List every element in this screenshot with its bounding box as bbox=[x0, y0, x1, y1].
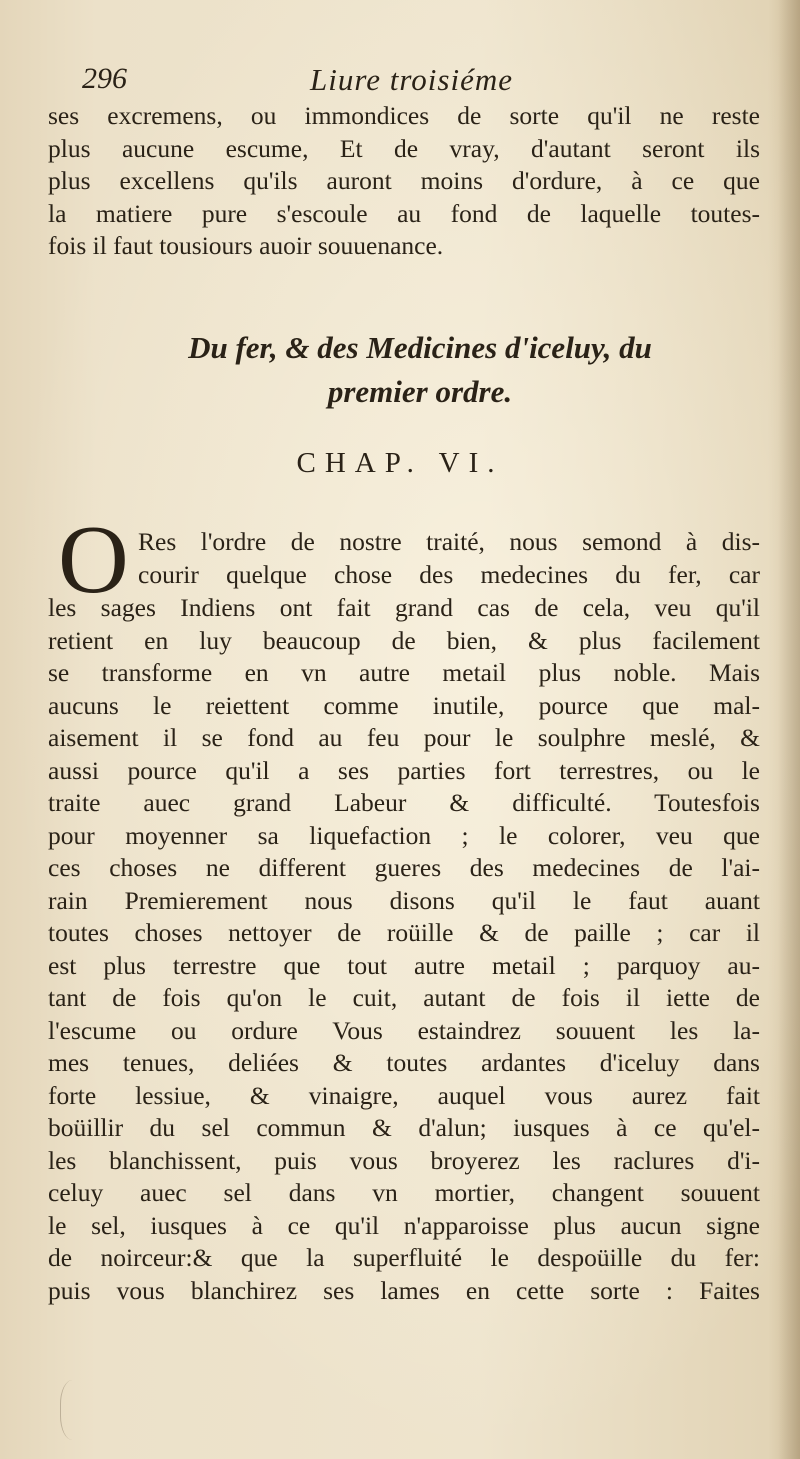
text-line: de noirceur:& que la superfluité le despoüille du fer: bbox=[48, 1243, 760, 1272]
chapter-title: CHAP. VI. bbox=[296, 447, 504, 479]
page-number: 296 bbox=[82, 62, 127, 95]
text-line: aisement il se fond au feu pour le soulphre meslé, & bbox=[48, 723, 760, 752]
page-gutter-shadow bbox=[778, 0, 800, 1459]
text-line: fois il faut tousiours auoir souuenance. bbox=[48, 231, 444, 260]
text-line: aussi pource qu'il a ses parties fort terrestres, ou le bbox=[48, 755, 760, 785]
drop-cap: O bbox=[58, 506, 129, 614]
text-line: les sages Indiens ont fait grand cas de cela, veu qu'il bbox=[48, 593, 760, 622]
ink-mark bbox=[60, 1380, 91, 1440]
text-line: la matiere pure s'escoule au fond de laquelle toutes- bbox=[48, 198, 760, 228]
text-line: plus excellens qu'ils auront moins d'ordure, à ce que bbox=[48, 166, 760, 195]
text-line: boüillir du sel commun & d'alun; iusques à ce qu'el- bbox=[48, 1113, 760, 1142]
text-line: pour moyenner sa liquefaction ; le colorer, veu que bbox=[48, 820, 760, 850]
text-line: traite auec grand Labeur & difficulté. Toutesfois bbox=[48, 788, 760, 817]
text-line: rain Premierement nous disons qu'il le faut auant bbox=[48, 885, 760, 915]
top-paragraph bbox=[48, 100, 760, 263]
text-line: ses excremens, ou immondices de sorte qu'il ne reste bbox=[48, 101, 760, 130]
text-line: puis vous blanchirez ses lames en cette sorte : Faites bbox=[48, 1275, 760, 1305]
text-line: celuy auec sel dans vn mortier, changent souuent bbox=[48, 1178, 760, 1207]
text-line: mes tenues, deliées & toutes ardantes d'iceluy dans bbox=[48, 1048, 760, 1077]
text-line: se transforme en vn autre metail plus noble. Mais bbox=[48, 658, 760, 687]
section-heading bbox=[100, 326, 740, 414]
text-line: toutes choses nettoyer de roüille & de paille ; car il bbox=[48, 918, 760, 947]
text-line: plus aucune escume, Et de vray, d'autant seront ils bbox=[48, 133, 760, 163]
text-line: courir quelque chose des medecines du fer, car bbox=[138, 559, 760, 589]
text-line: forte lessiue, & vinaigre, auquel vous aurez fait bbox=[48, 1080, 760, 1110]
text-line: Res l'ordre de nostre traité, nous semond à dis- bbox=[138, 527, 760, 556]
heading-line: Du fer, & des Medicines d'iceluy, du bbox=[188, 330, 652, 365]
text-line: est plus terrestre que tout autre metail ; parquoy au- bbox=[48, 950, 760, 980]
text-line: ces choses ne different gueres des medecines de l'ai- bbox=[48, 853, 760, 882]
text-line: l'escume ou ordure Vous estaindrez souuent les la- bbox=[48, 1015, 760, 1045]
text-line: tant de fois qu'on le cuit, autant de fois il iette de bbox=[48, 983, 760, 1012]
main-paragraph bbox=[48, 592, 760, 1307]
running-head-title: Liure troisiéme bbox=[310, 62, 513, 97]
text-line: retient en luy beaucoup de bien, & plus facilement bbox=[48, 625, 760, 655]
heading-line: premier ordre. bbox=[327, 374, 513, 409]
drop-cap-lines bbox=[138, 526, 760, 591]
text-line: aucuns le reiettent comme inutile, pource que mal- bbox=[48, 690, 760, 720]
text-line: les blanchissent, puis vous broyerez les raclures d'i- bbox=[48, 1145, 760, 1175]
text-line: le sel, iusques à ce qu'il n'apparoisse plus aucun signe bbox=[48, 1210, 760, 1240]
